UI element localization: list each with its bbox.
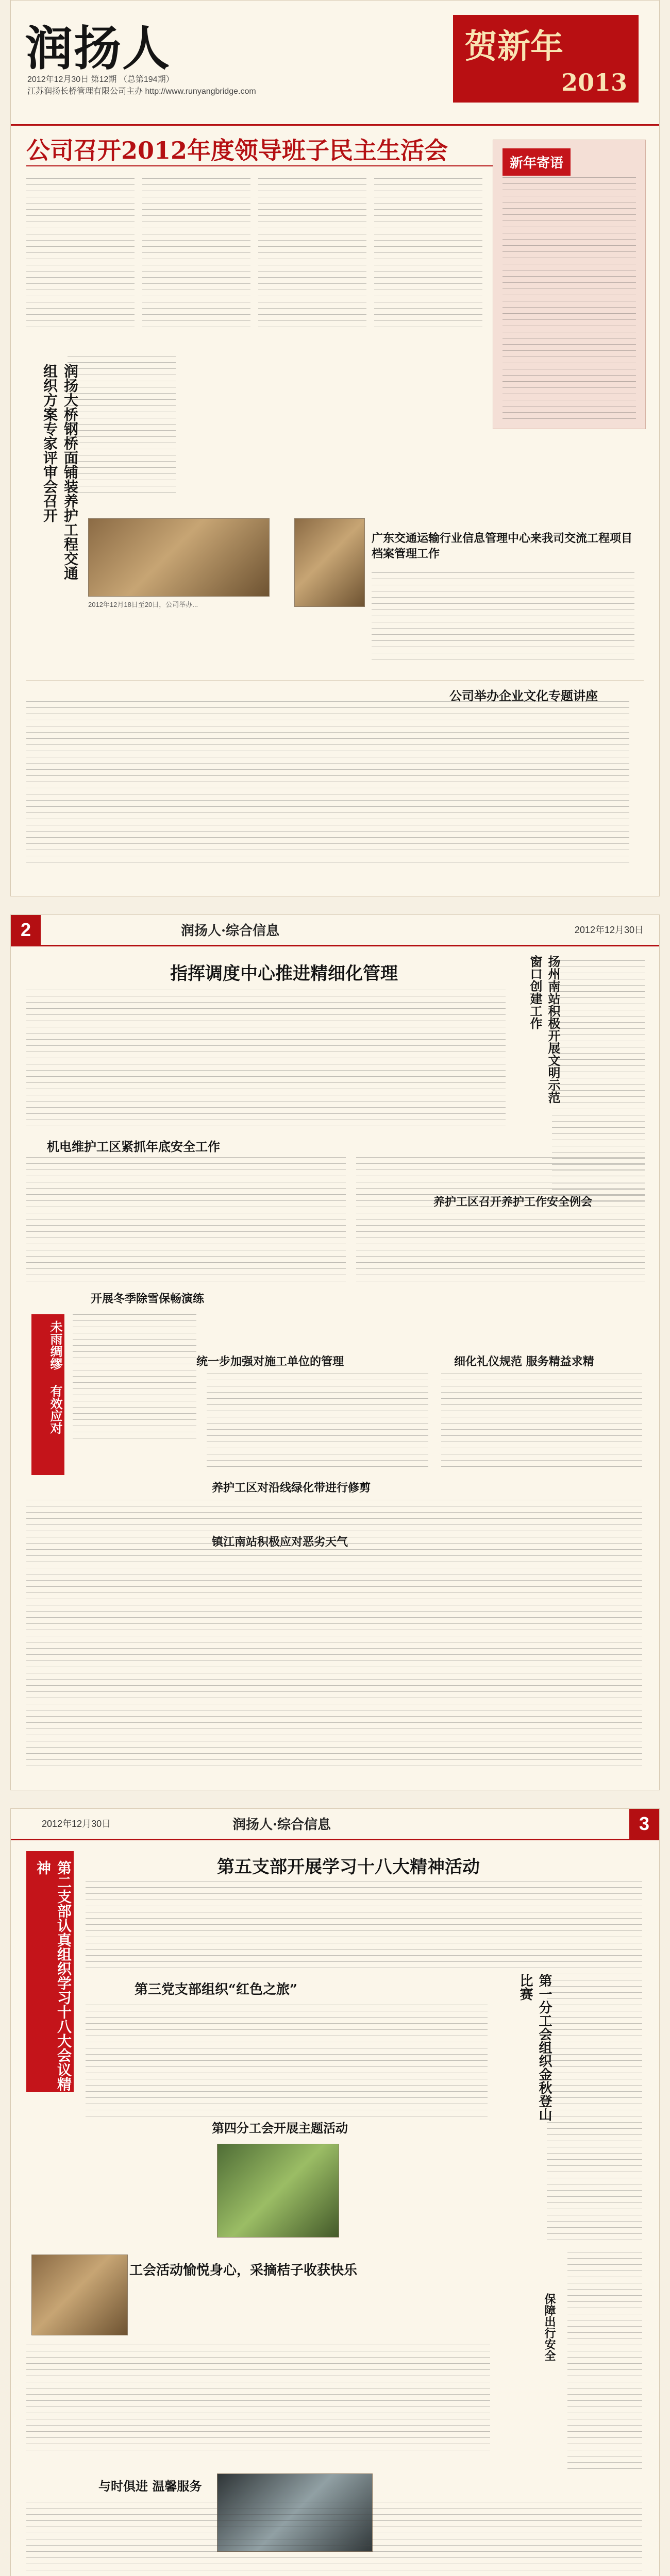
page-2-article-7 <box>441 1374 642 1471</box>
front-page <box>10 0 660 896</box>
article-column-2 <box>142 178 250 333</box>
section-title-2: 公司举办企业文化专题讲座 <box>449 688 598 703</box>
article-column-1 <box>26 178 135 333</box>
page-3-header <box>11 1809 659 1840</box>
page-3-article-2 <box>86 2005 488 2118</box>
page-2-sub-3: 开展冬季除雪保畅演练 <box>91 1292 205 1306</box>
issue-line: 2012年12月30日 第12期 （总第194期） <box>27 75 174 84</box>
page-3-name: 润扬人·综合信息 <box>232 1817 331 1833</box>
article-column-4 <box>374 178 482 333</box>
page-2-sub-7: 细化礼仪规范 服务精益求精 <box>454 1355 594 1368</box>
page-3-headline: 第五支部开展学习十八大精神活动 <box>217 1857 480 1877</box>
page-2-vertical-1: 扬州南站积极开展文明示范窗口创建工作 <box>528 955 561 1104</box>
page-3-article-3 <box>547 1974 642 2242</box>
page-3 <box>10 1808 660 2576</box>
page-2-header <box>11 915 659 946</box>
page-3-article-6 <box>26 2502 642 2576</box>
page-2-sub-4: 统一步加强对施工单位的管理 <box>196 1355 344 1368</box>
front-headline: 公司召开2012年度领导班子民主生活会 <box>26 137 448 164</box>
bridge-photo <box>88 518 270 597</box>
page-2-sub-6: 镇江南站积极应对恶劣天气 <box>212 1535 348 1549</box>
page-2-date: 2012年12月30日 <box>574 925 644 935</box>
article-column-5 <box>68 356 176 498</box>
page-3-number: 3 <box>629 1809 659 1839</box>
page-2-sub-5: 养护工区对沿线绿化带进行修剪 <box>212 1481 371 1495</box>
issue-info <box>27 74 256 97</box>
masthead <box>11 1 659 126</box>
badge-year: 2013 <box>561 69 627 96</box>
badge-main-text: 贺新年 <box>464 27 563 66</box>
orange-tree-photo <box>217 2144 339 2238</box>
meeting-photo <box>294 518 365 607</box>
new-year-badge <box>453 15 639 103</box>
section-title-1: 广东交通运输行业信息管理中心来我司交流工程项目档案管理工作 <box>372 532 633 561</box>
page-2-article-6 <box>207 1374 428 1471</box>
page-2-article-4 <box>356 1157 645 1283</box>
page-2-number: 2 <box>11 915 41 945</box>
new-year-text <box>502 177 636 419</box>
page-3-vertical-right-2: 保障出行安全 <box>543 2293 556 2361</box>
page-3-vertical-left: 第二支部认真组织学习十八大会议精神 <box>26 1851 74 2092</box>
page-2-vertical-2: 未雨绸缪 有效应对 <box>31 1314 64 1475</box>
page-2 <box>10 914 660 1790</box>
page-3-sub-2: 第四分工会开展主题活动 <box>212 2121 348 2136</box>
page-2-article-5 <box>73 1314 196 1443</box>
page-3-sub-1: 第三党支部组织“红色之旅” <box>135 1982 297 1997</box>
page-2-article-1 <box>26 990 506 1129</box>
new-year-message-box <box>493 140 646 429</box>
page-3-article-5 <box>567 2252 642 2473</box>
orange-photo <box>31 2255 128 2335</box>
article-column-6 <box>372 572 634 660</box>
page-3-article-4 <box>26 2345 490 2453</box>
newspaper-title: 润扬人 <box>25 21 171 76</box>
publisher-line: 江苏润扬长桥管理有限公司主办 http://www.runyangbridge.com <box>27 87 256 96</box>
page-3-sub-3: 工会活动愉悦身心，采摘桔子收获快乐 <box>129 2263 358 2278</box>
page-2-article-3 <box>26 1157 346 1283</box>
vertical-headline: 润扬大桥钢桥面铺装养护工程交通组织方案专家评审会召开 <box>41 364 79 580</box>
page-3-vertical-right: 第一分工会组织金秋登山比赛 <box>517 1974 552 2121</box>
page-2-name: 润扬人·综合信息 <box>181 923 280 939</box>
page-2-article-8 <box>26 1500 642 1768</box>
page-3-sub-4: 与时俱进 温馨服务 <box>98 2479 202 2494</box>
article-column-3 <box>258 178 366 333</box>
page-3-article-1 <box>86 1881 642 1974</box>
page-3-date: 2012年12月30日 <box>42 1819 111 1829</box>
bottom-articles <box>26 701 629 866</box>
page-2-headline: 指挥调度中心推进精细化管理 <box>170 963 398 984</box>
new-year-label: 新年寄语 <box>502 148 571 176</box>
photo-caption: 2012年12月18日至20日，公司举办... <box>88 601 198 608</box>
page-2-sub-1: 机电维护工区紧抓年底安全工作 <box>47 1139 220 1154</box>
page-2-sub-2: 养护工区召开养护工作安全例会 <box>433 1195 593 1209</box>
